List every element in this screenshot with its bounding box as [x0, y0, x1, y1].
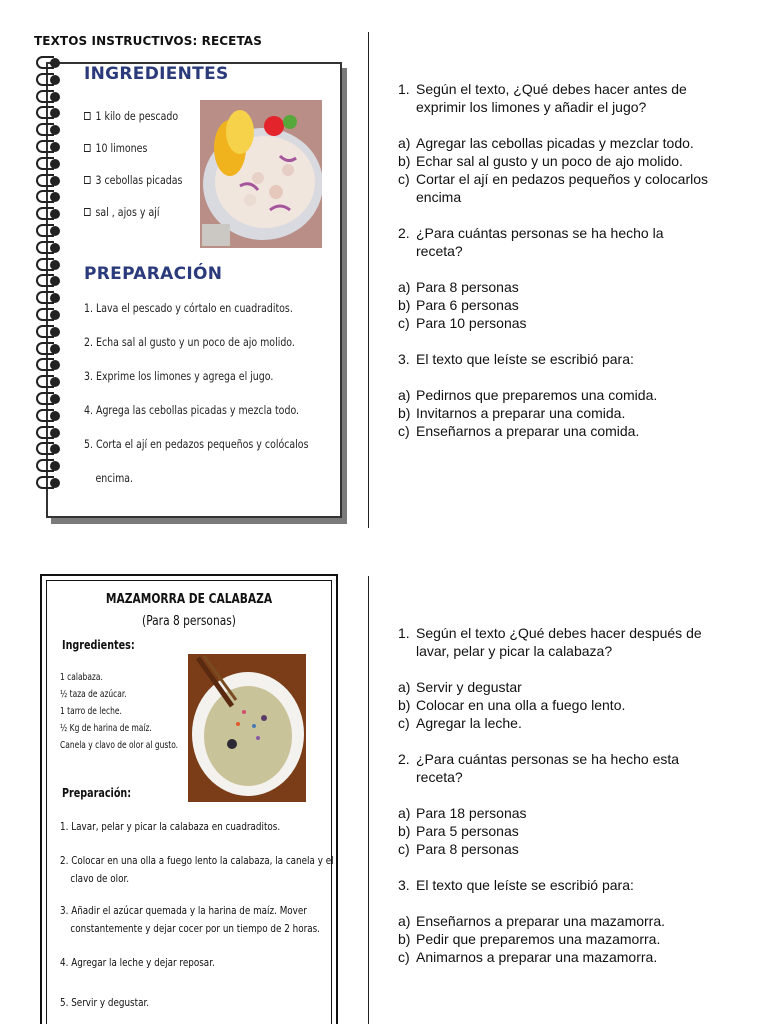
question-3: 3. El texto que leíste se escribió para: [398, 877, 634, 893]
option: c) Enseñarnos a preparar una comida. [398, 423, 640, 439]
ceviche-photo [200, 100, 322, 248]
question-1: 1. Según el texto, ¿Qué debes hacer antes de exprimir los limones y añadir el jugo? [398, 81, 687, 115]
spiral-ring-icon [36, 258, 62, 272]
ingredient-item: ½ Kg de harina de maíz. [60, 723, 152, 734]
ingredient-item: 1 kilo de pescado [84, 100, 182, 132]
checkbox-icon [84, 176, 91, 184]
ingredients-heading: Ingredientes: [62, 638, 135, 652]
option: a) Pedirnos que preparemos una comida. [398, 387, 658, 403]
option: b) Pedir que preparemos una mazamorra. [398, 931, 661, 947]
step: 5. Servir y degustar. [60, 996, 150, 1009]
step: 2. Echa sal al gusto y un poco de ajo molido. [84, 335, 295, 349]
spiral-ring-icon [36, 241, 62, 255]
ingredients-heading: INGREDIENTES [84, 64, 229, 84]
question-2: 2. ¿Para cuántas personas se ha hecho esta receta? [398, 751, 680, 785]
ingredient-item: 3 cebollas picadas [84, 164, 182, 196]
options-list [398, 134, 708, 206]
option: c) Para 10 personas [398, 315, 527, 331]
spiral-ring-icon [36, 358, 62, 372]
spiral-ring-icon [36, 375, 62, 389]
mazamorra-photo [188, 654, 306, 802]
option: a) Servir y degustar [398, 679, 522, 695]
checkbox-icon [84, 208, 91, 216]
recipe-servings: (Para 8 personas) [142, 614, 236, 629]
step: 2. Colocar en una olla a fuego lento la calabaza, la canela y el [60, 854, 334, 867]
spiral-ring-icon [36, 207, 62, 221]
ingredient-item: 1 calabaza. [60, 672, 103, 683]
options-list [398, 912, 708, 966]
questions-recipe2 [398, 624, 708, 966]
spiral-ring-icon [36, 106, 62, 120]
mazamorra-recipe-card [40, 574, 338, 1024]
preparation-heading: Preparación: [62, 786, 132, 800]
step: 4. Agregar la leche y dejar reposar. [60, 956, 215, 969]
preparation-steps [84, 298, 334, 490]
step: 3. Añadir el azúcar quemada y la harina de maíz. Mover [60, 904, 307, 917]
spiral-ring-icon [36, 409, 62, 423]
options-list [398, 804, 708, 858]
spiral-ring-icon [36, 140, 62, 154]
step: 4. Agrega las cebollas picadas y mezcla todo. [84, 403, 300, 417]
checkbox-icon [84, 112, 91, 120]
spiral-ring-icon [36, 476, 62, 490]
step: 3. Exprime los limones y agrega el jugo. [84, 369, 274, 383]
ingredient-item: Canela y clavo de olor al gusto. [60, 740, 179, 751]
options-list [398, 386, 708, 440]
questions-recipe1 [398, 80, 708, 440]
spiral-ring-icon [36, 56, 62, 70]
column-divider-top [368, 32, 369, 528]
preparation-steps [60, 818, 334, 1012]
options-list [398, 278, 708, 332]
option: b) Colocar en una olla a fuego lento. [398, 697, 626, 713]
page-title: TEXTOS INSTRUCTIVOS: RECETAS [34, 34, 262, 48]
option: c) Cortar el ají en pedazos pequeños y colocarlos encima [398, 171, 708, 205]
preparation-heading: PREPARACIÓN [84, 264, 223, 284]
option: c) Animarnos a preparar una mazamorra. [398, 949, 658, 965]
question-1: 1. Según el texto ¿Qué debes hacer después de lavar, pelar y picar la calabaza? [398, 625, 702, 659]
option: a) Enseñarnos a preparar una mazamorra. [398, 913, 666, 929]
question-2: 2. ¿Para cuántas personas se ha hecho la receta? [398, 225, 664, 259]
spiral-ring-icon [36, 392, 62, 406]
spiral-ring-icon [36, 325, 62, 339]
ingredient-item: 1 tarro de leche. [60, 706, 122, 717]
ingredient-item: 10 limones [84, 132, 182, 164]
spiral-ring-icon [36, 123, 62, 137]
ingredients-list [84, 100, 204, 228]
checkbox-icon [84, 144, 91, 152]
spiral-ring-icon [36, 224, 62, 238]
spiral-ring-icon [36, 342, 62, 356]
option: c) Para 8 personas [398, 841, 519, 857]
spiral-ring-icon [36, 426, 62, 440]
option: a) Para 18 personas [398, 805, 527, 821]
option: a) Para 8 personas [398, 279, 519, 295]
ingredient-item: ½ taza de azúcar. [60, 689, 127, 700]
step: 1. Lava el pescado y córtalo en cuadraditos. [84, 301, 293, 315]
spiral-ring-icon [36, 157, 62, 171]
spiral-ring-icon [36, 459, 62, 473]
option: b) Invitarnos a preparar una comida. [398, 405, 626, 421]
step-continuation: constantemente y dejar cocer por un tiempo de 2 horas. [70, 922, 320, 935]
step-continuation: clavo de olor. [70, 872, 130, 885]
notebook-spiral [36, 56, 64, 504]
option: b) Para 6 personas [398, 297, 519, 313]
spiral-ring-icon [36, 190, 62, 204]
spiral-ring-icon [36, 442, 62, 456]
spiral-ring-icon [36, 291, 62, 305]
step: 5. Corta el ají en pedazos pequeños y colócalos [84, 437, 309, 451]
step: 1. Lavar, pelar y picar la calabaza en cuadraditos. [60, 820, 281, 833]
option: c) Agregar la leche. [398, 715, 522, 731]
spiral-ring-icon [36, 274, 62, 288]
spiral-ring-icon [36, 174, 62, 188]
question-3: 3. El texto que leíste se escribió para: [398, 351, 634, 367]
step-continuation: encima. [95, 471, 134, 485]
option: b) Echar sal al gusto y un poco de ajo molido. [398, 153, 683, 169]
spiral-ring-icon [36, 308, 62, 322]
spiral-ring-icon [36, 90, 62, 104]
ingredient-item: sal , ajos y ají [84, 196, 182, 228]
recipe-title: MAZAMORRA DE CALABAZA [105, 592, 273, 607]
spiral-ring-icon [36, 73, 62, 87]
option: b) Para 5 personas [398, 823, 519, 839]
options-list [398, 678, 708, 732]
option: a) Agregar las cebollas picadas y mezclar todo. [398, 135, 694, 151]
column-divider-bottom [368, 576, 369, 1024]
